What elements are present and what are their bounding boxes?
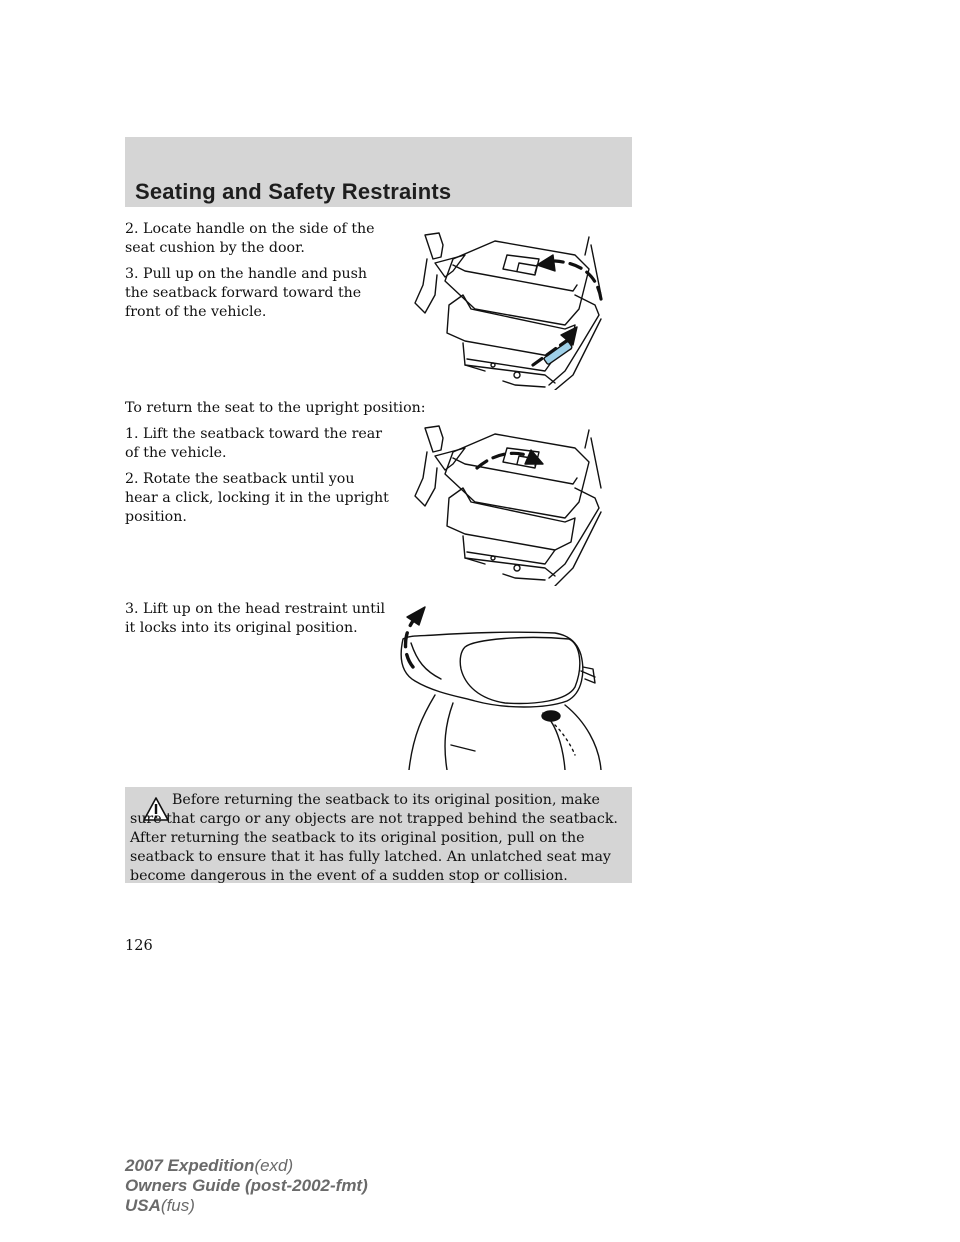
footer-line-1 [125,1156,368,1176]
head-restraint-illustration [395,605,610,770]
step-3-fold-text: 3. Pull up on the handle and push the seatback forward toward the front of the vehicle. [125,266,368,320]
seat-fold-illustration [405,225,615,390]
step-2-fold-text: 2. Locate handle on the side of the seat cushion by the door. [125,221,375,256]
warning-text: Before returning the seatback to its original position, make sure that cargo or any objects are not trapped behind the seatback. After returning the seatback to its original position, pull on the seatback to ensure that it has fully latched. An unlatched seat may become dangerous in the event of a sudden stop or collision. [130,792,618,884]
footer-model-code: (exd) [254,1156,294,1175]
return-intro-text: To return the seat to the upright position: [125,400,426,416]
section-header-band [125,137,632,207]
step-2-return-text: 2. Rotate the seatback until you hear a click, locking it in the upright position. [125,471,389,525]
section-title: Seating and Safety Restraints [135,179,452,204]
page-number: 126 [125,938,153,954]
footer-market-code: (fus) [160,1196,195,1215]
footer-model: 2007 Expedition [125,1156,255,1175]
step-1-return-text: 1. Lift the seatback toward the rear of the vehicle. [125,426,383,461]
step-3-return-text: 3. Lift up on the head restraint until it locks into its original position. [125,601,386,636]
footer-market: USA [125,1196,161,1215]
seat-return-illustration [405,418,615,586]
footer-guide: Owners Guide (post-2002-fmt) [125,1176,368,1195]
footer-line-3 [125,1196,368,1216]
warning-box [125,787,632,883]
footer [125,1156,368,1216]
